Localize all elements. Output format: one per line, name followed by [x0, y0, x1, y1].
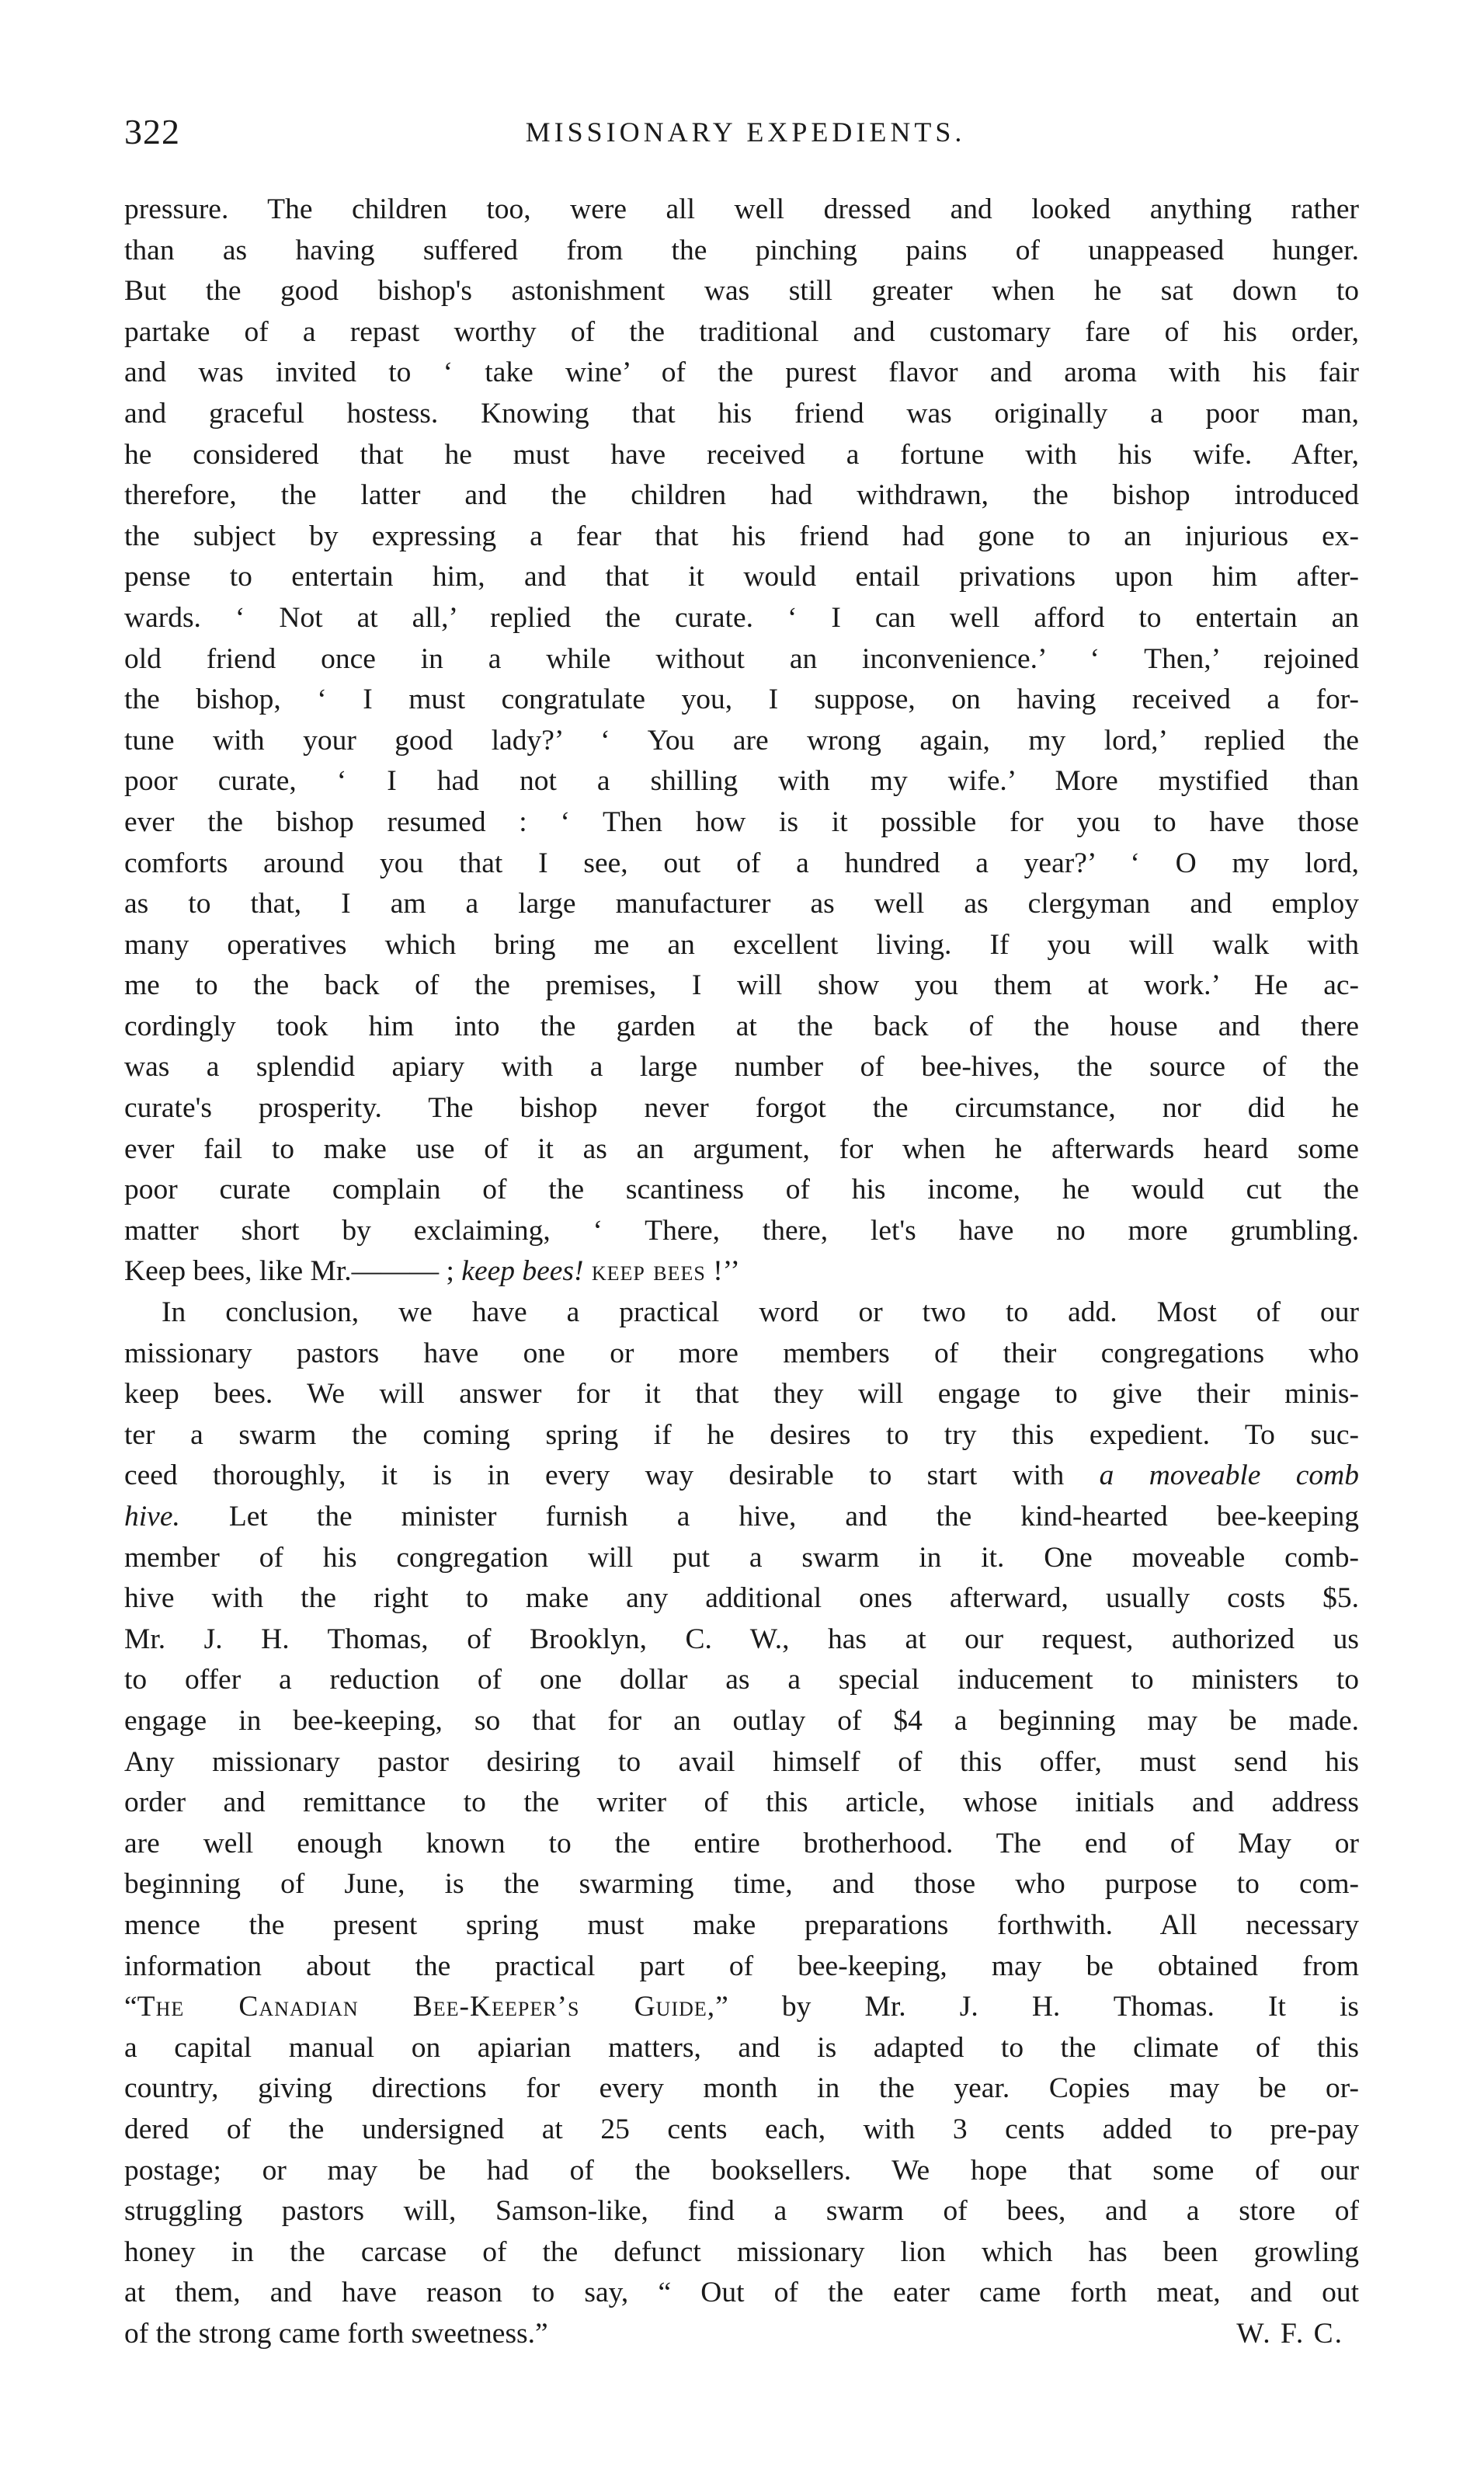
text-line: matter short by exclaiming, ‘ There, there, let's have no more grumbling. [124, 1214, 1359, 1247]
text-line: are well enough known to the entire brotherhood. The end of May or [124, 1827, 1359, 1859]
text-line: hive with the right to make any additional ones afterward, usually costs $5. [124, 1582, 1359, 1615]
text-line: ever fail to make use of it as an argument, for when he afterwards heard some [124, 1132, 1359, 1165]
text-line: tune with your good lady?’ ‘ You are wrong again, my lord,’ replied the [124, 724, 1359, 757]
guide-lead: “ [124, 1991, 137, 2023]
text-line: missionary pastors have one or more members of their congregations who [124, 1337, 1359, 1369]
text-line-guide-title [124, 1987, 1359, 2028]
running-title: MISSIONARY EXPEDIENTS. [525, 117, 966, 148]
text-line: as to that, I am a large manufacturer as well as clergyman and employ [124, 888, 1359, 920]
text-line: poor curate, ‘ I had not a shilling with my wife.’ More mystified than [124, 765, 1359, 798]
text-line: information about the practical part of bee-keeping, may be obtained from [124, 1950, 1359, 1982]
text-line: than as having suffered from the pinching pains of unappeased hunger. [124, 234, 1359, 266]
text-line: he considered that he must have received a fortune with his wife. After, [124, 438, 1359, 471]
author-signature: W. F. C. [1236, 2317, 1343, 2350]
text-line: order and remittance to the writer of this article, whose initials and address [124, 1786, 1359, 1819]
text-line: pressure. The children too, were all well dressed and looked anything rather [124, 193, 1359, 225]
text-line: poor curate complain of the scantiness of his income, he would cut the [124, 1174, 1359, 1206]
keep-bees-tail: !’’ [705, 1255, 740, 1288]
text-line: to offer a reduction of one dollar as a special inducement to ministers to [124, 1664, 1359, 1696]
keep-bees-italic: keep bees! [461, 1255, 584, 1288]
text-line: ever the bishop resumed : ‘ Then how is it possible for you to have those [124, 805, 1359, 838]
text-line: beginning of June, is the swarming time, and those who purpose to com- [124, 1868, 1359, 1901]
text-line: mence the present spring must make preparations forthwith. All necessary [124, 1908, 1359, 1941]
guide-tail: ” by Mr. J. H. Thomas. It is [715, 1991, 1359, 2023]
keep-bees-caps: keep bees [583, 1255, 706, 1288]
text-line: Any missionary pastor desiring to avail himself of this offer, must send his [124, 1745, 1359, 1778]
text-line: and graceful hostess. Knowing that his friend was originally a poor man, [124, 397, 1359, 430]
text-line: therefore, the latter and the children had withdrawn, the bishop introduced [124, 479, 1359, 512]
text-line: wards. ‘ Not at all,’ replied the curate. ‘ I can well afford to entertain an [124, 601, 1359, 634]
text-line: comforts around you that I see, out of a hundred a year?’ ‘ O my lord, [124, 847, 1359, 879]
text-line: country, giving directions for every month in the year. Copies may be or- [124, 2072, 1359, 2105]
text-line: many operatives which bring me an excellent living. If you will walk with [124, 928, 1359, 961]
text-line: was a splendid apiary with a large number of bee-hives, the source of the [124, 1051, 1359, 1084]
text-line: keep bees. We will answer for it that they will engage to give their minis- [124, 1378, 1359, 1411]
moveable-a-italic: a moveable comb [1099, 1459, 1359, 1492]
text-line: pense to entertain him, and that it would entail privations upon him after- [124, 561, 1359, 593]
text-line-moveable-b [124, 1497, 1359, 1538]
text-line: dered of the undersigned at 25 cents each, with 3 cents added to pre-pay [124, 2113, 1359, 2145]
guide-book-title: The Canadian Bee-Keeper’s Guide, [137, 1991, 716, 2023]
paragraph-start-line: In conclusion, we have a practical word or two to add. Most of our [162, 1296, 1359, 1329]
text-line: curate's prosperity. The bishop never forgot the circumstance, nor did he [124, 1092, 1359, 1125]
text-line: ter a swarm the coming spring if he desires to try this expedient. To suc- [124, 1418, 1359, 1451]
text-line: and was invited to ‘ take wine’ of the purest flavor and aroma with his fair [124, 357, 1359, 389]
text-line: struggling pastors will, Samson-like, find a swarm of bees, and a store of [124, 2195, 1359, 2228]
moveable-b-italic: hive. [124, 1501, 180, 1532]
text-line-moveable-a [124, 1456, 1359, 1497]
text-line: the subject by expressing a fear that his friend had gone to an injurious ex- [124, 520, 1359, 552]
text-line: me to the back of the premises, I will show you them at work.’ He ac- [124, 969, 1359, 1002]
text-line: partake of a repast worthy of the traditional and customary fare of his order, [124, 315, 1359, 348]
closing-line [124, 2314, 1359, 2355]
text-line: the bishop, ‘ I must congratulate you, I suppose, on having received a for- [124, 684, 1359, 716]
keep-bees-lead: Keep bees, like Mr.——— ; [124, 1255, 462, 1288]
page-header [124, 109, 1367, 155]
text-line: engage in bee-keeping, so that for an outlay of $4 a beginning may be made. [124, 1704, 1359, 1737]
text-line: But the good bishop's astonishment was still greater when he sat down to [124, 275, 1359, 308]
text-line: old friend once in a while without an inconvenience.’ ‘ Then,’ rejoined [124, 642, 1359, 675]
text-line-keep-bees [124, 1251, 1359, 1292]
page-number: 322 [124, 112, 180, 151]
text-line: member of his congregation will put a swarm in it. One moveable comb- [124, 1541, 1359, 1574]
text-line: a capital manual on apiarian matters, and is adapted to the climate of this [124, 2031, 1359, 2064]
moveable-a-lead: ceed thoroughly, it is in every way desirable to start with [124, 1459, 1100, 1492]
text-line: Mr. J. H. Thomas, of Brooklyn, C. W., has at our request, authorized us [124, 1623, 1359, 1655]
moveable-b-tail: Let the minister furnish a hive, and the kind-hearted bee-keeping [179, 1501, 1359, 1532]
closing-text: of the strong came forth sweetness.” [124, 2317, 548, 2350]
text-line: cordingly took him into the garden at the back of the house and there [124, 1010, 1359, 1042]
text-line: at them, and have reason to say, “ Out of the eater came forth meat, and out [124, 2277, 1359, 2309]
article-body [124, 190, 1359, 2354]
text-line: postage; or may be had of the booksellers. We hope that some of our [124, 2154, 1359, 2187]
text-line: honey in the carcase of the defunct missionary lion which has been growling [124, 2235, 1359, 2268]
